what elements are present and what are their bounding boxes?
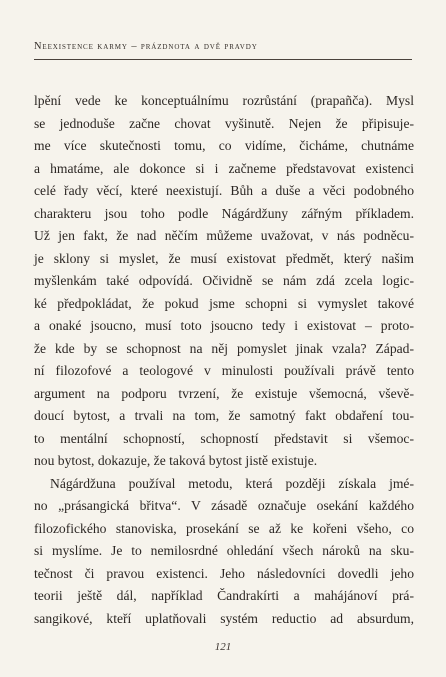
text-line: je sklony si myslet, že musí existovat předmět, který našim xyxy=(34,250,414,266)
text-line: charakteru jsou toho podle Nágárdžuny zářným příkladem. xyxy=(34,205,414,221)
text-line: teorii ještě dál, například Čandrakírti a mahájánoví prá- xyxy=(34,588,414,603)
text-line: no „prásangická břitva“. V zásadě označuje osekání každého xyxy=(34,498,414,513)
text-line: tečnost či pravou existenci. Jeho následovníci dovedli jeho xyxy=(34,565,414,581)
text-line: lpění vede ke konceptuálnímu rozrůstání (prapañča). Mysl xyxy=(34,93,414,108)
text-line: me více skutečnosti tomu, co vidíme, čicháme, chutnáme xyxy=(34,138,414,153)
text-line: celé řady věcí, které neexistují. Bůh a duše a věci podobného xyxy=(34,183,414,198)
text-line: myšlenkám také odpovídá. Očividně se nám zdá zcela logic- xyxy=(34,273,414,288)
text-line: nou bytost, dokazuje, že taková bytost jistě existuje. xyxy=(34,453,318,468)
text-line: to mentální schopností, schopností představit si všemoc- xyxy=(34,430,414,446)
page-number: 121 xyxy=(214,641,232,653)
text-line: doucí bytost, a trvali na tom, že samotný fakt obdaření tou- xyxy=(34,408,414,423)
text-line: ké předpokládat, že pokud jsme schopni si vymyslet takové xyxy=(34,295,414,311)
text-line: Nágárdžuna používal metodu, která později získala jmé- xyxy=(50,475,414,491)
text-line: filozofického stanoviska, prosekání se až ke kořeni všeho, co xyxy=(34,520,414,536)
text-line: se jednoduše začne chovat vyšinutě. Nejen že připisuje- xyxy=(34,115,414,131)
text-line: si myslíme. Je to nemilosrdné ohledání všech nároků na sku- xyxy=(34,543,414,558)
body-text xyxy=(34,90,414,630)
text-line: sangikové, kteří uplatňovali systém reductio ad absurdum, xyxy=(34,610,414,626)
text-line: a hmatáme, ale dokonce si i začneme představovat existenci xyxy=(34,160,414,176)
header-rule xyxy=(34,59,412,60)
text-line: že kde by se schopnost na něj pomyslet jinak vzala? Západ- xyxy=(34,340,414,356)
text-line: argument na podporu tvrzení, že existuje všemocná, vševě- xyxy=(34,385,414,401)
text-line: Už jen fakt, že nad něčím můžeme uvažovat, v nás podněcu- xyxy=(34,228,414,243)
text-line: ní filozofové a teologové v minulosti používali právě tento xyxy=(34,363,414,378)
running-head: Neexistence karmy – prázdnota a dvě pravdy xyxy=(34,41,258,52)
text-line: a onaké jsoucno, musí toto jsoucno tedy i existovat – proto- xyxy=(34,318,414,333)
